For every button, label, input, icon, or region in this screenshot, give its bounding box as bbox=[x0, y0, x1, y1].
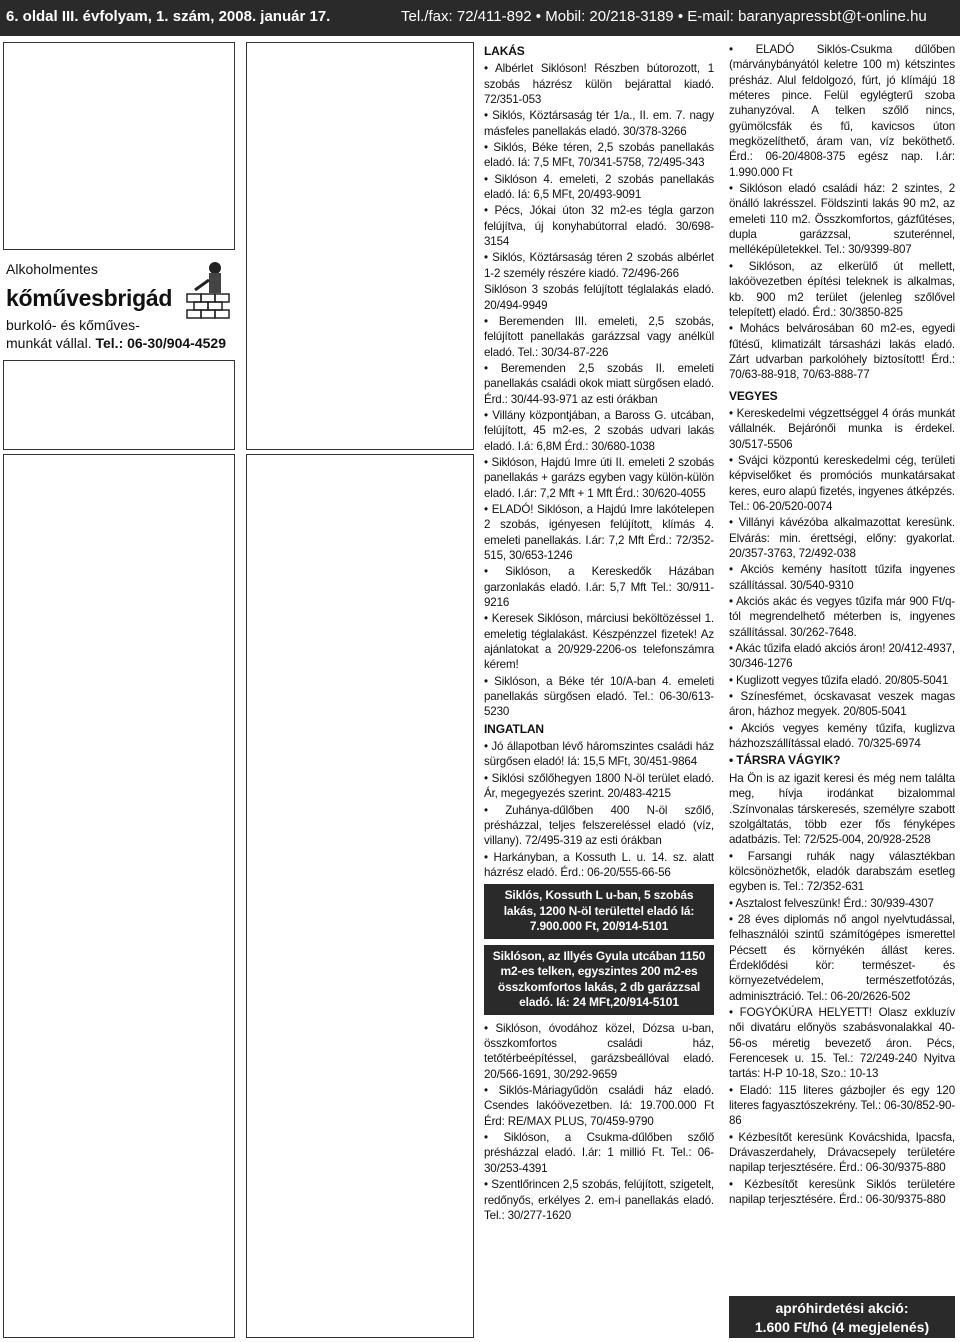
list-item: • Siklós, Köztársaság tér 1/a., II. em. 7. nagy másfeles panellakás eladó. 30/378-3266 bbox=[484, 109, 714, 138]
promo-box bbox=[729, 1296, 955, 1338]
list-item: • Siklós-Máriagyűdön családi ház eladó. Csendes lakóövezetben. Iá: 19.700.000 Ft Érd: RE/MAX PLUS, 70/459-9790 bbox=[484, 1084, 714, 1128]
list-item: • FOGYÓKÚRA HELYETT! Olasz exkluzív női divatáru előnyös szabásvonalakkal 40-56-os méretig bevezető áron. Pécs, Ferencesek u. 15. Tel.: 72/249-240 Nyitva tartás: H-P 10-18, Szo.: 10-13 bbox=[729, 1005, 955, 1081]
ad-line-3: burkoló- és kőműves- bbox=[6, 317, 140, 333]
ad-box-left-3 bbox=[3, 360, 235, 450]
heading-vegyes: VEGYES bbox=[729, 388, 778, 403]
list-item: • Zuhánya-dűlőben 400 N-öl szőlő, présházzal, teljes felszereléssel eladó (víz, villany). 72/495-319 az esti órákban bbox=[484, 803, 714, 848]
list-item: • Beremenden III. emeleti, 2,5 szobás, felújított panellakás garázzsal vagy anélkül eladó. Tel.: 30/34-87-226 bbox=[484, 314, 714, 359]
ad-line-4a: munkát vállal. bbox=[6, 335, 96, 351]
list-item: • ELADÓ! Siklóson, a Hajdú Imre lakótelepen 2 szobás, igényesen felújított, klímás 4. emeleti panellakás. I.ár: 7,2 Mft Érd.: 72/352-515, 30/653-1246 bbox=[484, 502, 714, 562]
list-item: • Akác tűzifa eladó akciós áron! 20/412-4937, 30/346-1276 bbox=[729, 642, 955, 671]
ad-box-left-1 bbox=[3, 42, 235, 250]
list-item: Siklóson 3 szobás felújított téglalakás eladó. 20/494-9949 bbox=[484, 283, 714, 312]
list-item: • Siklóson, a Csukma-dűlőben szőlő présházzal eladó. I.ár: 1 millió Ft. Tel.: 06-30/253-4391 bbox=[484, 1131, 714, 1175]
column-lakas bbox=[484, 42, 714, 1224]
ad-title: kőművesbrigád bbox=[6, 285, 173, 311]
list-item: • Akciós akác és vegyes tűzifa már 900 Ft/q-tól megrendelhető méterben is, ingyenes szállítással. 30/262-7648. bbox=[729, 595, 955, 639]
kozmuves-ad bbox=[3, 255, 233, 355]
list-item: • Siklós, Köztársaság téren 2 szobás albérlet 1-2 személy részére kiadó. 72/496-266 bbox=[484, 251, 714, 280]
list-item: • Kuglizott vegyes tűzifa eladó. 20/805-5041 bbox=[729, 673, 949, 687]
list-item: • Villányi kávézóba alkalmazottat keresünk. Elvárás: min. érettségi, előny: gyakorlat. 20/357-3763, 72/492-038 bbox=[729, 516, 955, 560]
promo-line-1: apróhirdetési akció: bbox=[775, 1300, 909, 1316]
heading-tarsra: • TÁRSRA VÁGYIK? bbox=[729, 753, 841, 768]
list-item: • Siklóson, óvodához közel, Dózsa u-ban, összkomfortos családi ház, tetőtérbeépítéssel, garázsbeállóval eladó. 20/566-1691, 30/292-9659 bbox=[484, 1021, 714, 1081]
header-contact: Tel./fax: 72/411-892 • Mobil: 20/218-3189 • E-mail: baranyapressbt@t-online.hu bbox=[401, 8, 927, 25]
ad-line-1: Alkoholmentes bbox=[6, 261, 98, 277]
list-item: • Siklóson 4. emeleti, 2 szobás panellakás eladó. Iá: 6,5 MFt, 20/493-9091 bbox=[484, 172, 714, 202]
list-item: • Villány központjában, a Baross G. utcában, felújított, 45 m2-es, 2 szobás udvari lakás eladó. I.á: 6,8M Érd.: 30/680-1038 bbox=[484, 408, 714, 453]
list-item: • Siklóson, a Béke tér 10/A-ban 4. emeleti panellakás sürgősen eladó. Tel.: 06-30/613-5230 bbox=[484, 674, 714, 719]
list-item: • Siklóson, Hajdú Imre úti II. emeleti 2 szobás panellakás + garázs egyben vagy külön-külön eladó. I.ár: 7,2 Mft + 1 Mft Érd.: 30/620-4055 bbox=[484, 455, 714, 500]
list-item: • Albérlet Siklóson! Részben bútorozott, 1 szobás házrész külön bejárattal kiadó. 72/351-053 bbox=[484, 62, 714, 107]
list-item: • Kézbesítőt keresünk Siklós területére napilap terjesztésére. Érd.: 06-30/9375-880 bbox=[729, 1177, 955, 1207]
list-item: • Kézbesítőt keresünk Kovácshida, Ipacsfa, Drávaszerdahely, Drávacsepely területére napilap terjesztésére. Érd.: 06-30/9375-880 bbox=[729, 1130, 955, 1175]
list-item: • Siklóson, az elkerülő út mellett, lakóövezetben építési teleknek is alkalmas, kb. 900 m2 terület (jelenleg szőlővel telepített) eladó. Érd.: 30/3850-825 bbox=[729, 259, 955, 319]
list-item: • Siklósi szőlőhegyen 1800 N-öl terület eladó. Ár, megegyezés szerint. 20/483-4215 bbox=[484, 771, 714, 801]
page-header bbox=[0, 0, 960, 36]
list-item: • 28 éves diplomás nő angol nyelvtudással, felhasználói szintű számítógépes ismerettel Pécsett és környékén állást keres. Érdeklődési kör: természet- és környezetvédelem, természetfotózás, adminisztráció. Tel.: 06-20/2626-502 bbox=[729, 912, 955, 1003]
ad-box-mid-2 bbox=[246, 454, 474, 1338]
list-item: • Farsangi ruhák nagy választékban kölcsönözhetők, eladók darabszám esetleg egyben is. Tel.: 72/352-631 bbox=[729, 849, 955, 894]
ad-phone: Tel.: 06-30/904-4529 bbox=[95, 335, 226, 351]
ad-line-4 bbox=[6, 335, 226, 351]
list-item: • ELADÓ Siklós-Csukma dűlőben (márványbányától keletre 100 m) kétszintes présház. Alul feldolgozó, fúrt, jó klímájú 18 méteres pince. Felül egylégterű szoba zuhanyzóval. A telken szőlő nincs, gyümölcsfák és fű, kavicsos úton megközelíthető, áram van, víz beköthető. Érd.: 06-20/4808-375 egész nap. I.ár: 1.990.000 Ft bbox=[729, 43, 955, 179]
list-item: • Harkányban, a Kossuth L. u. 14. sz. alatt házrész eladó. Érd.: 06-20/555-66-56 bbox=[484, 850, 714, 879]
list-item: • Szentlőrincen 2,5 szobás, felújított, szigetelt, redőnyős, erkélyes 2. em-i panellakás eladó. Tel.: 30/277-1620 bbox=[484, 1178, 714, 1222]
list-item: • Akciós kemény hasított tűzifa ingyenes szállítással. 30/540-9310 bbox=[729, 563, 955, 592]
list-item: • Eladó: 115 literes gázbojler és egy 120 literes fagyasztószekrény. Tel.: 06-30/852-90-86 bbox=[729, 1083, 955, 1128]
list-item: • Akciós vegyes kemény tűzifa, kuglizva házhozszállítással eladó. 70/325-6974 bbox=[729, 721, 955, 751]
list-item: Ha Ön is az igazit keresi és még nem találta meg, hívja irodánkat bizalommal .Színvonalas társkeresés, személyre szabott szolgáltatás, több ezer fős fényképes adatbázis. Tel: 72/525-004, 20/928-2528 bbox=[729, 771, 955, 847]
promo-line-2: 1.600 Ft/hó (4 megjelenés) bbox=[754, 1319, 930, 1335]
header-issue: 6. oldal III. évfolyam, 1. szám, 2008. január 17. bbox=[6, 8, 331, 25]
bricklayer-icon bbox=[185, 258, 233, 328]
heading-ingatlan: INGATLAN bbox=[484, 721, 544, 736]
list-item: • Asztalost felveszünk! Érd.: 30/939-4307 bbox=[729, 896, 934, 910]
list-item: • Svájci központú kereskedelmi cég, területi képviselőket és promóciós munkatársakat keres, euro alapú fizetés, ingyenes átképzés. Tel.: 06-20/520-0074 bbox=[729, 453, 955, 513]
list-item: • Keresek Siklóson, márciusi beköltözéssel 1. emeletig téglalakást. Készpénzzel fizetek! Az ajánlatokat a 20/929-2206-os telefonszámra kérem! bbox=[484, 612, 714, 672]
column-vegyes bbox=[729, 42, 955, 1208]
highlight-ad-2: Siklóson, az Illyés Gyula utcában 1150 m2-es telken, egyszintes 200 m2-es összkomfortos lakás, 2 db garázzsal eladó. Iá: 24 MFt,20/914-5101 bbox=[484, 945, 714, 1015]
list-item: • Mohács belvárosában 60 m2-es, egyedi fűtésű, klimatizált társasházi lakás eladó. Zárt udvarban parkolóhely biztosított! Érd.: 70/63-88-918, 70/63-888-77 bbox=[729, 322, 955, 382]
list-item: • Siklós, Béke téren, 2,5 szobás panellakás eladó. Iá: 7,5 MFt, 70/341-5758, 72/495-343 bbox=[484, 141, 714, 170]
ad-box-mid-1 bbox=[246, 42, 474, 450]
heading-lakas: LAKÁS bbox=[484, 44, 525, 58]
list-item: • Beremenden 2,5 szobás II. emeleti panellakás családi okok miatt sürgősen eladó. Érd.: 30/44-93-971 az esti órákban bbox=[484, 361, 714, 406]
list-item: • Jó állapotban lévő háromszintes családi ház sürgősen eladó! Iá: 15,5 MFt, 30/451-9864 bbox=[484, 740, 714, 769]
list-item: • Kereskedelmi végzettséggel 4 órás munkát vállalnék. Bejárónői munka is érdekel. 30/517-5506 bbox=[729, 406, 955, 451]
list-item: • Színesfémet, ócskavasat veszek magas áron, házhoz megyek. 20/805-5041 bbox=[729, 690, 955, 719]
list-item: • Siklóson, a Kereskedők Házában garzonlakás eladó. I.ár: 5,7 Mft Tel.: 30/911-9216 bbox=[484, 565, 714, 610]
list-item: • Siklóson eladó családi ház: 2 szintes, 2 önálló lakrésszel. Földszinti lakás 90 m2, az emeleti 110 m2. Összkomfortos, gázfűtéses, dupla garázzsal, szuterénnel, melléképületekkel. Tel.: 30/9399-807 bbox=[729, 182, 955, 257]
highlight-ad-1: Siklós, Kossuth L u-ban, 5 szobás lakás, 1200 N-öl területtel eladó Iá: 7.900.000 Ft, 20/914-5101 bbox=[484, 884, 714, 939]
list-item: • Pécs, Jókai úton 32 m2-es tégla garzon felújítva, új konyhabútorral eladó. 30/698-3154 bbox=[484, 204, 714, 249]
ad-box-left-4 bbox=[3, 454, 235, 1338]
